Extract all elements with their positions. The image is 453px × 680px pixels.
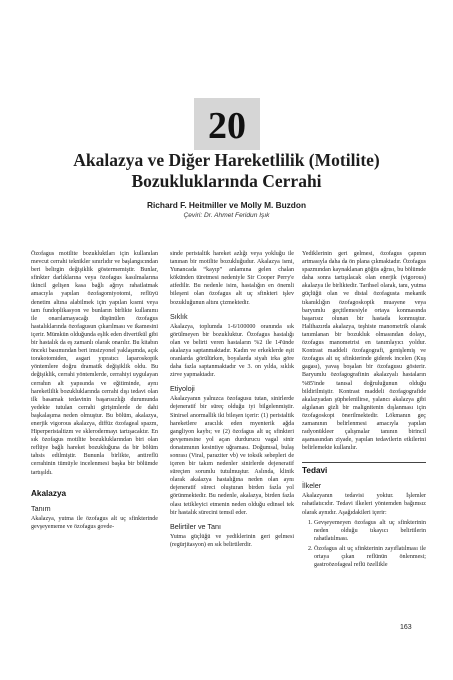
chapter-title-line1: Akalazya ve Diğer Hareketlilik (Motilite) bbox=[73, 150, 380, 170]
subheading-siklik: Sıklık bbox=[170, 311, 188, 321]
section-heading-tedavi: Tedavi bbox=[302, 462, 426, 476]
chapter-title-line2: Bozukluklarında Cerrahi bbox=[131, 171, 322, 191]
paragraph: Akalazya, toplumda 1-6/100000 oranında sık görülmeyen bir bozukluktur. Özofagus hastalığı olan ve belirti veren hastaların %2 ile 14'ünde akalazya saptanmaktadır. Kadın ve erkeklerde eşit oranlarda görülürken, boyalarda siyah irka göre daha fazla saptanmaktadır ve 3. on yılda, sıklık zirve yapmaktadır. bbox=[170, 323, 294, 379]
subheading-tanim: Tanım bbox=[31, 503, 51, 513]
principles-list bbox=[302, 519, 426, 570]
intro-paragraph: Özofagus motilite bozukluktları için kullanılan mevcut cerrahi teknikler sınırlıdır ve başlangıcından beri belirgin değişiklik göstermemiştir. Bunlar, sfinkter darlıklarına veya özofagus kasılmalarına ikincil gelişen kasa bağlı ağrıyı rahatlatmak amacıyla yapılan özofagomiyotomi, reflüyü denetim altına alabilmek için yapılan kısmi veya tam fundoplikasyon ve bunların birlikte kullanımı ile onarılamayacağı düşünülen özofagus hastalıklarında özofagusun çıkarılması ve ikamesini içerir. Mümkün olduğunda eşlik eden divertikül gibi bir hastalık da eş zamanlı olarak onarılır. Bu kitabın önceki basımından beri imsizyonel yaklaşımda, açık torakotomiden, asgari yıpratıcı laparoskopik yöntemlere doğru dramatik değişiklik oldu. Bu değişiklik, cerrahi yöntemlerde, cerrahiyi uygulayan cerrahın alt yapısında ve eğitiminde, aynı hareketlilik bozukluklarında cerrahi dışı tedavi olan ilk basamak tedavinin başarısızlığı durumunda yedekte tutulan cerrahi girişimlerde de dahi başkalaşıma neden olmuştur. Bu bölüm, akalazya, enerjik vigorous akalazya, diffüz özofageal spazm, Hiperperistaltizm ve sklerodermayı tartışacaktır. En sık özofagus motilite bozukluklarından biri olan reflüye bağlı hareket bozukluğuna da bir bölüm tahsis edilmiştir. Bununla birlikte, antireflü cerrahinin tümüyle incelenmesi başka bir bölümde tartışıldı. bbox=[31, 251, 158, 476]
paragraph: Akalazyanın yalnızca özofagusu tutan, sinirlerde dejeneratif bir süreç olduğu iyi bilgelenmiştir. Sinirsel anormallik iki bileşen içerir: (1) peristaltik hareketlere aracılık eden myenterik ağda gangliyon kaybı; ve (2) özofagus alt uç sfinkteri gevşemesine yol açan durdurucu vagal sinir donatımının kesintiye uğraması. Doğumsal, bulaş sonrası (Viral, paraziter vb) ve toksik sebepleri de içeren bir takım nedenler sinirlerde dejeneratif süreçten sorumlu tutulmuştur. Aslında, klinik olarak akalazya hastalığına neden olan aynı dejeneratif süreci oluşturan birden fazla yol görünmektedir. Bu nedenle, akalazya, birden fazla olası tetikleyici etmenin neden olduğu edinsel tek bir hastalık sürecini temsil eder. bbox=[170, 396, 294, 516]
list-item: 1. Gevşeyemeyen özofagus alt uç sfinkterinin neden olduğu tıkayıcı belirtilerin rahatlatılması. bbox=[314, 519, 426, 543]
subheading-ilkeler: İlkeler bbox=[302, 481, 322, 491]
paragraph: Yutma güçlüğü ve yediklerinin geri gelmesi (regürjitasyon) en sık belirtilerdir. bbox=[170, 533, 294, 548]
chapter-number: 20 bbox=[208, 105, 246, 147]
paragraph: Akalazyanın tedavisi yoktur. İşlemler rahatlatıcıdır. Tedavi ilkeleri yöntemden bağımsız olarak aynıdır. Aşağıdakileri içerir: bbox=[302, 493, 426, 516]
list-item: 2. Özofagus alt uç sfinkterinin zayıflatılması ile ortaya çıkan reflünün önlenmesi; gastroözofageal reflü özellikle bbox=[314, 545, 426, 569]
translator: Çeviri: Dr. Ahmet Feridun Işık bbox=[183, 212, 270, 219]
authors: Richard F. Heitmiller ve Molly M. Buzdon bbox=[146, 200, 307, 210]
column-3 bbox=[302, 250, 426, 571]
subheading-belirtiler: Belirtiler ve Tanı bbox=[170, 521, 221, 531]
column-1 bbox=[31, 250, 158, 531]
tanim-paragraph: Akalazya, yutma ile özofagus alt uç sfinkterinde gevşeyememe ve özofagus govde- bbox=[31, 515, 158, 530]
page-number: 163 bbox=[400, 624, 412, 631]
section-heading-akalazya: Akalazya bbox=[31, 488, 67, 498]
paragraph: Yediklerinin geri gelmesi, özofagus çapının artmasıyla daha da ön plana çıkmaktadır. Özofagus spazmından kaynaklanan göğüs ağrısı, bu bölümde daha sonra tartışılacak olan enerjik (vigorous) akalazya ile birliktedir. Tarihsel olarak, tanı, yutma güçlüğü olan ve distal özofagusta mekanik tıkanıklığın özofagoskopik muayene veya baryumlu geçitlemesiyle ortaya konmasında başarısız olunan bir hastada konmuştur. Halihazırda akalazya, teşhiste manometrik olarak tanımlanan bir bozukluk olmasından dolayı, özofagus manometrisi en tanımlayıcı yoldur. Kontrast maddeli özofagografi, genişlemiş ve özofagus alt uç sfinkterinde giderek incelen (Kuş gagası), yavaş boşalan bir özofagusu gösterir. Baryumlu özofagografinin akalazyalı hastaların %85'inde tanısal doğruluğunun olduğu bildirilmiştir. Kontrast maddeli özofagografide akalazyadan şüphelenilirse, yalancı akalazya gibi algılanan gizli bir malignitenin dışlanması için özofagoskopi önerilmektedir. Lökmanın geç zamanının belirlenmesi amacıyla yapılan radyonüklеer çalışmalar tanının birincil aşamasından ziyade, yapılan tedavilerin etkilerini belirlemekte kullanılır. bbox=[302, 251, 426, 452]
paragraph: sinde peristaltik hareket azlığı veya yokluğu ile tanınan bir motilite bozukluğudur. Akalazya ismi, Yunancada “kayıp” anlamına gelen chalan kökünden türetmesi nedeniyle Sir Cooper Perry'e atfedilir. Bu nedenle isim, hastalığın en önemli bileşeni olan özofagus alt uç sfinkteri işlev bozukluğunun altını çizmektedir. bbox=[170, 251, 294, 306]
column-2 bbox=[170, 250, 294, 549]
subheading-etiyoloji: Etiyoloji bbox=[170, 384, 195, 394]
